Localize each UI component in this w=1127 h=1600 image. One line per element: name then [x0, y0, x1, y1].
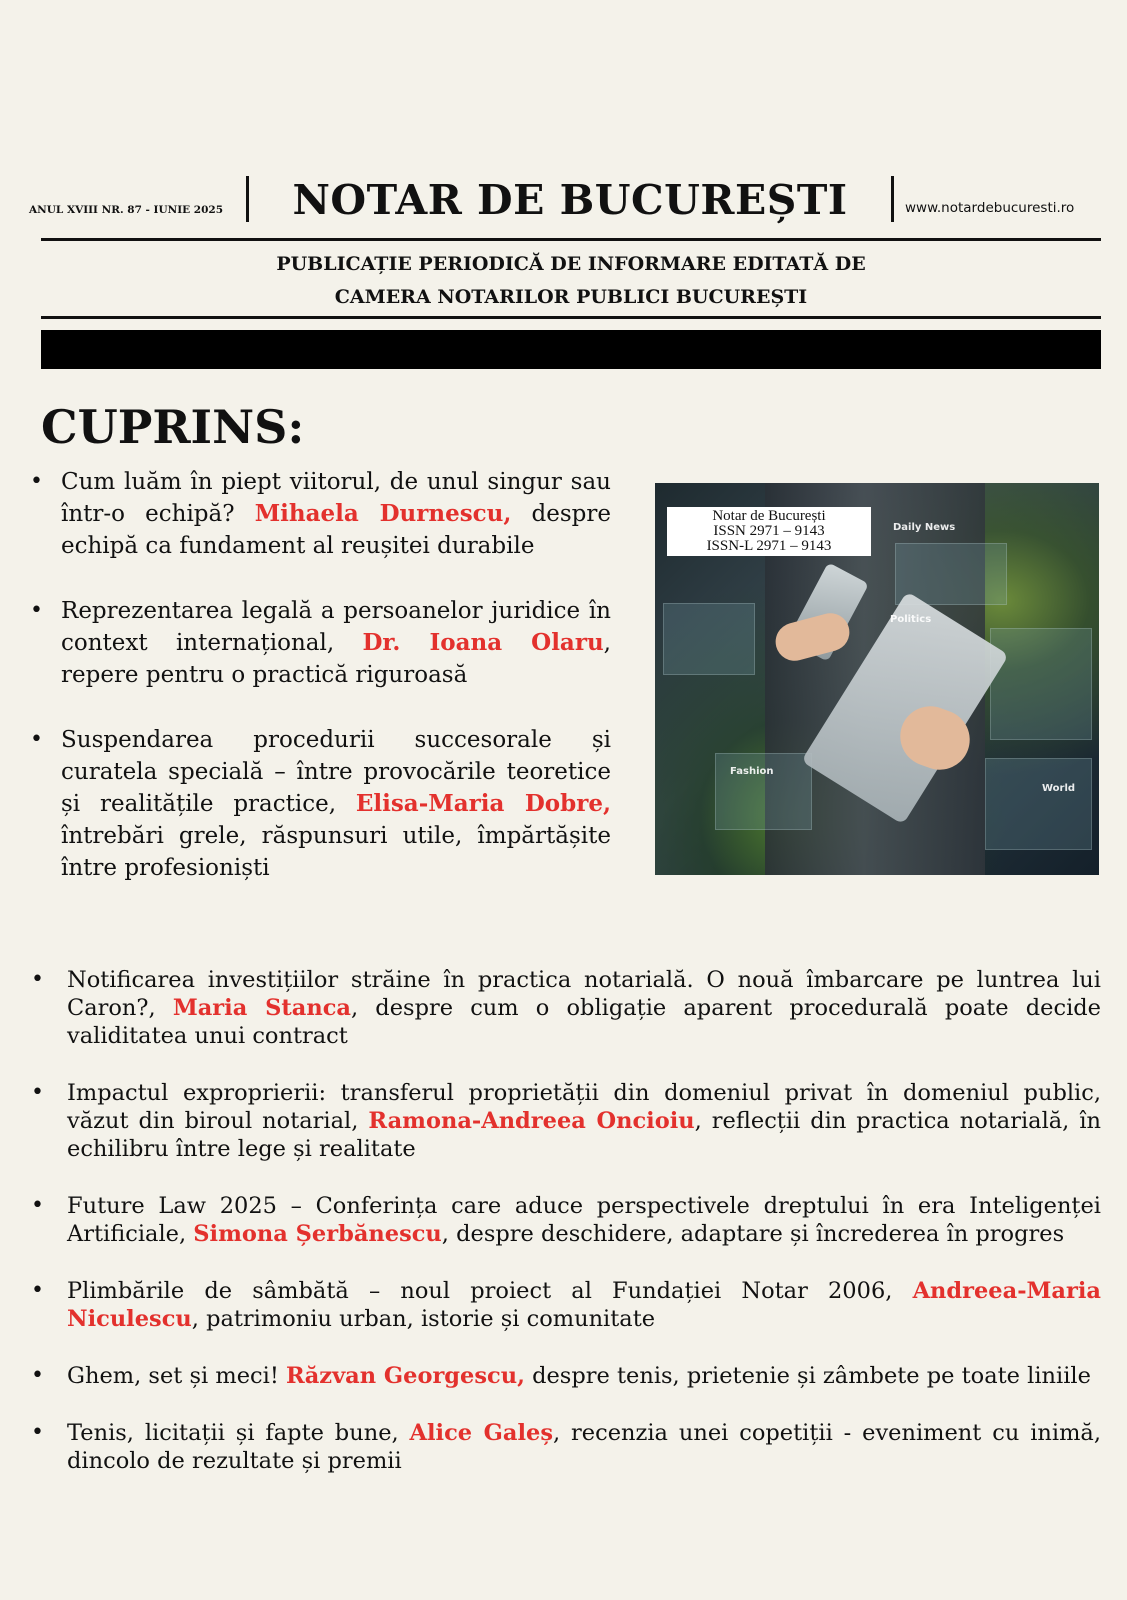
item-text: Suspendarea procedurii succesorale și curatela specială – între provocările teoretice și realitățile practice,: [61, 727, 611, 817]
issn-box: [667, 507, 871, 556]
cover-illustration: [655, 483, 1099, 875]
contents-list-bottom: [67, 966, 1101, 1504]
author-name: Andreea-Maria Niculescu: [67, 1278, 1101, 1332]
item-text: , despre cum o obligație aparent procedurală poate decide validitatea unui contract: [67, 995, 1101, 1049]
masthead-divider-right: [891, 176, 894, 222]
item-text: întrebări grele, răspunsuri utile, împărtășite între profesioniști: [61, 823, 611, 881]
author-name: Mihaela Durnescu,: [254, 500, 512, 527]
issn-number: ISSN 2971 – 9143: [713, 523, 825, 539]
list-item: [61, 595, 611, 691]
list-item: [67, 1419, 1101, 1475]
author-name: Ramona-Andreea Oncioiu: [368, 1108, 695, 1134]
publication-subtitle: [41, 248, 1101, 314]
subtitle-line-1: PUBLICAȚIE PERIODICĂ DE INFORMARE EDITATĂ DE: [276, 253, 866, 275]
contents-heading: CUPRINS:: [41, 400, 305, 454]
news-panel: [663, 603, 755, 675]
item-text: Future Law 2025 – Conferința care aduce perspectivele dreptului în era Inteligenței Artificiale,: [67, 1193, 1101, 1247]
author-name: Simona Șerbănescu: [193, 1221, 442, 1247]
list-item: [61, 466, 611, 562]
item-text: , patrimoniu urban, istorie și comunitate: [191, 1306, 656, 1332]
list-item: [67, 1192, 1101, 1248]
issn-title: Notar de București: [712, 508, 826, 524]
publication-title: NOTAR DE BUCUREȘTI: [292, 176, 848, 224]
item-text: , recenzia unei copetiții - eveniment cu inimă, dincolo de rezultate și premii: [67, 1420, 1101, 1474]
label-fashion: Fashion: [730, 766, 774, 777]
author-name: Maria Stanca: [172, 995, 351, 1021]
item-text: despre echipă ca fundament al reușitei durabile: [61, 501, 612, 559]
list-item: [67, 1277, 1101, 1333]
masthead-divider-left: [246, 176, 249, 222]
news-panel: [990, 628, 1092, 740]
issn-l-number: ISSN-L 2971 – 9143: [706, 538, 832, 554]
news-panel: [715, 753, 812, 830]
list-item: [67, 1079, 1101, 1163]
author-name: Răzvan Georgescu,: [286, 1363, 525, 1389]
black-banner: [41, 330, 1101, 369]
issue-info: ANUL XVIII NR. 87 - IUNIE 2025: [29, 204, 223, 216]
website-link[interactable]: www.notardebucuresti.ro: [905, 200, 1075, 216]
author-name: Alice Galeș: [409, 1420, 553, 1446]
item-text: , reflecții din practica notarială, în echilibru între lege și realitate: [67, 1108, 1102, 1162]
item-text: Ghem, set și meci!: [67, 1363, 287, 1389]
item-text: Reprezentarea legală a persoanelor juridice în context internațional,: [61, 598, 611, 656]
label-world: World: [1042, 783, 1076, 794]
news-panel: [985, 758, 1092, 850]
masthead-rule-top: [41, 238, 1101, 241]
label-politics: Politics: [890, 614, 932, 625]
item-text: Plimbările de sâmbătă – noul proiect al Fundației Notar 2006,: [67, 1278, 913, 1304]
list-item: [61, 724, 611, 884]
author-name: Dr. Ioana Olaru: [362, 629, 604, 656]
item-text: , repere pentru o practică riguroasă: [61, 630, 611, 688]
list-item: [67, 966, 1101, 1050]
item-text: Impactul exproprierii: transferul proprietății din domeniul privat în domeniul public, văzut din biroul notarial,: [67, 1080, 1101, 1134]
item-text: despre tenis, prietenie și zâmbete pe toate liniile: [524, 1363, 1091, 1389]
item-text: Notificarea investițiilor străine în practica notarială. O nouă îmbarcare pe luntrea lui Caron?,: [67, 967, 1101, 1021]
list-item: [67, 1362, 1101, 1390]
contents-list-top: [61, 466, 611, 917]
item-text: , despre deschidere, adaptare și încrederea în progres: [441, 1221, 1065, 1247]
label-daily-news: Daily News: [893, 522, 956, 533]
item-text: Tenis, licitații și fapte bune,: [67, 1420, 410, 1446]
subtitle-line-2: CAMERA NOTARILOR PUBLICI BUCUREȘTI: [334, 286, 808, 308]
author-name: Elisa-Maria Dobre,: [355, 790, 611, 817]
item-text: Cum luăm în piept viitorul, de unul singur sau într-o echipă?: [61, 469, 611, 527]
masthead-rule-bottom: [41, 316, 1101, 319]
